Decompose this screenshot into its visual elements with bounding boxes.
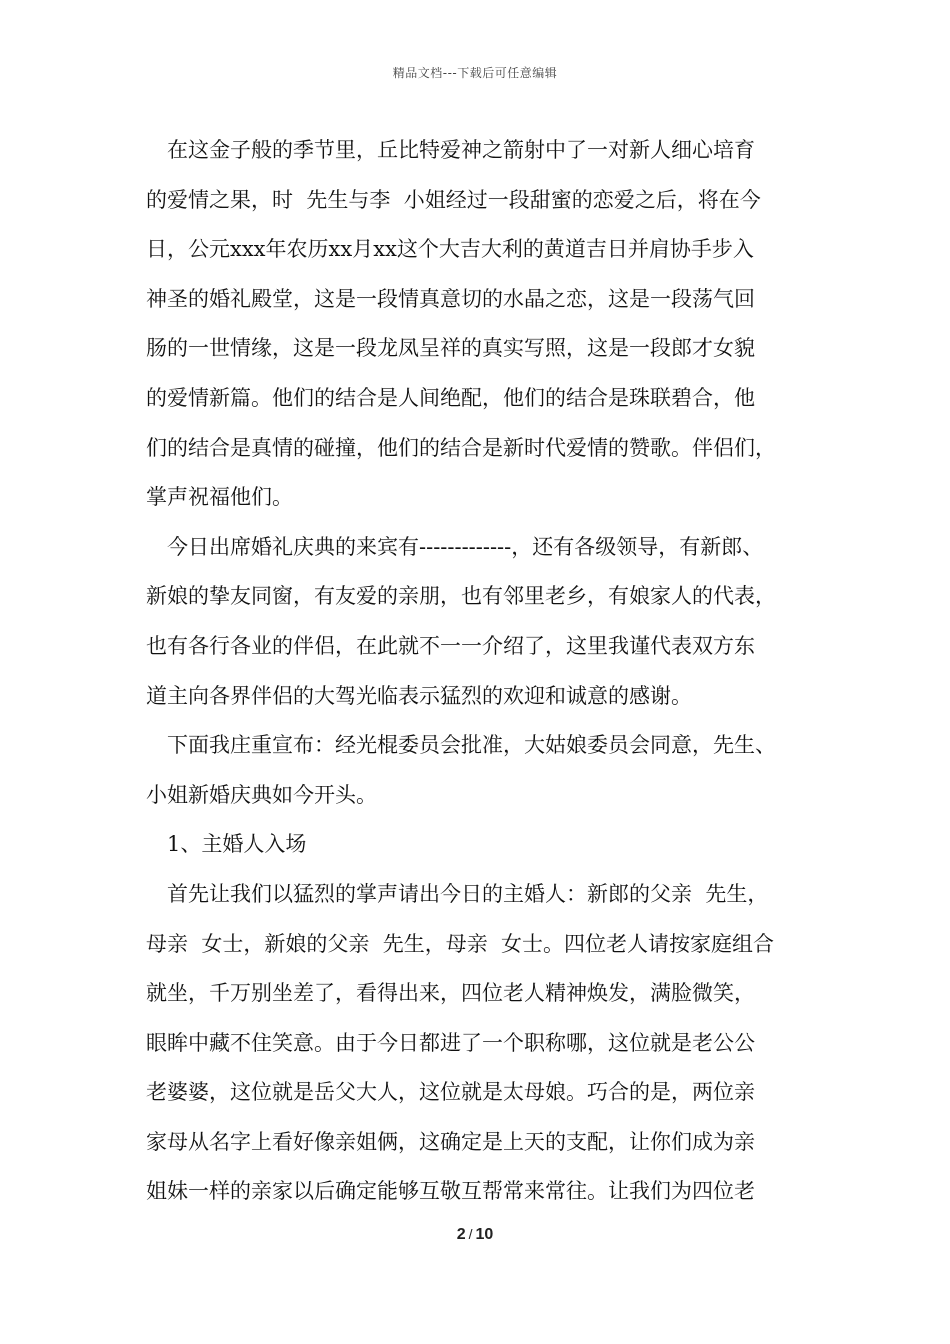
text-line: 姐妹一样的亲家以后确定能够互敬互帮常来常往。让我们为四位老 (146, 1179, 755, 1204)
text-line: 老婆婆，这位就是岳父大人，这位就是太母娘。巧合的是，两位亲 (146, 1080, 755, 1105)
text-line: 神圣的婚礼殿堂，这是一段情真意切的水晶之恋，这是一段荡气回 (146, 286, 755, 311)
page-number (0, 1226, 950, 1244)
text-line: 道主向各界伴侣的大驾光临表示猛烈的欢迎和诚意的感谢。 (146, 683, 692, 708)
text-line: 今日出席婚礼庆典的来宾有-------------，还有各级领导，有新郎、 (167, 534, 764, 559)
text-line: 新娘的挚友同窗，有友爱的亲朋，也有邻里老乡，有娘家人的代表， (146, 584, 776, 609)
text-line: 就坐，千万别坐差了，看得出来，四位老人精神焕发，满脸微笑， (146, 981, 755, 1006)
text-line: 掌声祝福他们。 (146, 485, 293, 510)
total-pages: 10 (475, 1226, 494, 1243)
current-page-number: 2 (456, 1226, 466, 1243)
text-line: 母亲 女士，新娘的父亲 先生，母亲 女士。四位老人请按家庭组合 (146, 931, 775, 956)
text-line: 下面我庄重宣布：经光棍委员会批准，大姑娘委员会同意，先生、 (167, 733, 776, 758)
text-line: 日，公元xxx年农历xx月xx这个大吉大利的黄道吉日并肩协手步入 (146, 237, 754, 262)
text-line: 首先让我们以猛烈的掌声请出今日的主婚人：新郎的父亲 先生， (167, 881, 769, 906)
text-line: 1、主婚人入场 (167, 832, 307, 857)
text-line: 眼眸中藏不住笑意。由于今日都进了一个职称哪，这位就是老公公 (146, 1030, 755, 1055)
text-line: 们的结合是真情的碰撞，他们的结合是新时代爱情的赞歌。伴侣们， (146, 435, 776, 460)
text-line: 的爱情之果，时 先生与李 小姐经过一段甜蜜的恋爱之后，将在今 (146, 187, 761, 212)
document-body (146, 126, 836, 1217)
text-line: 的爱情新篇。他们的结合是人间绝配，他们的结合是珠联碧合，他 (146, 385, 755, 410)
text-line: 也有各行各业的伴侣，在此就不一一介绍了，这里我谨代表双方东 (146, 633, 755, 658)
text-line: 家母从名字上看好像亲姐俩，这确定是上天的支配，让你们成为亲 (146, 1129, 755, 1154)
text-line: 在这金子般的季节里，丘比特爱神之箭射中了一对新人细心培育 (167, 138, 755, 162)
text-line: 小姐新婚庆典如今开头。 (146, 782, 377, 807)
text-line: 肠的一世情缘，这是一段龙凤呈祥的真实写照，这是一段郎才女貌 (146, 336, 755, 361)
page-separator: / (468, 1226, 473, 1242)
page-header: 精品文档---下载后可任意编辑 (392, 66, 558, 80)
